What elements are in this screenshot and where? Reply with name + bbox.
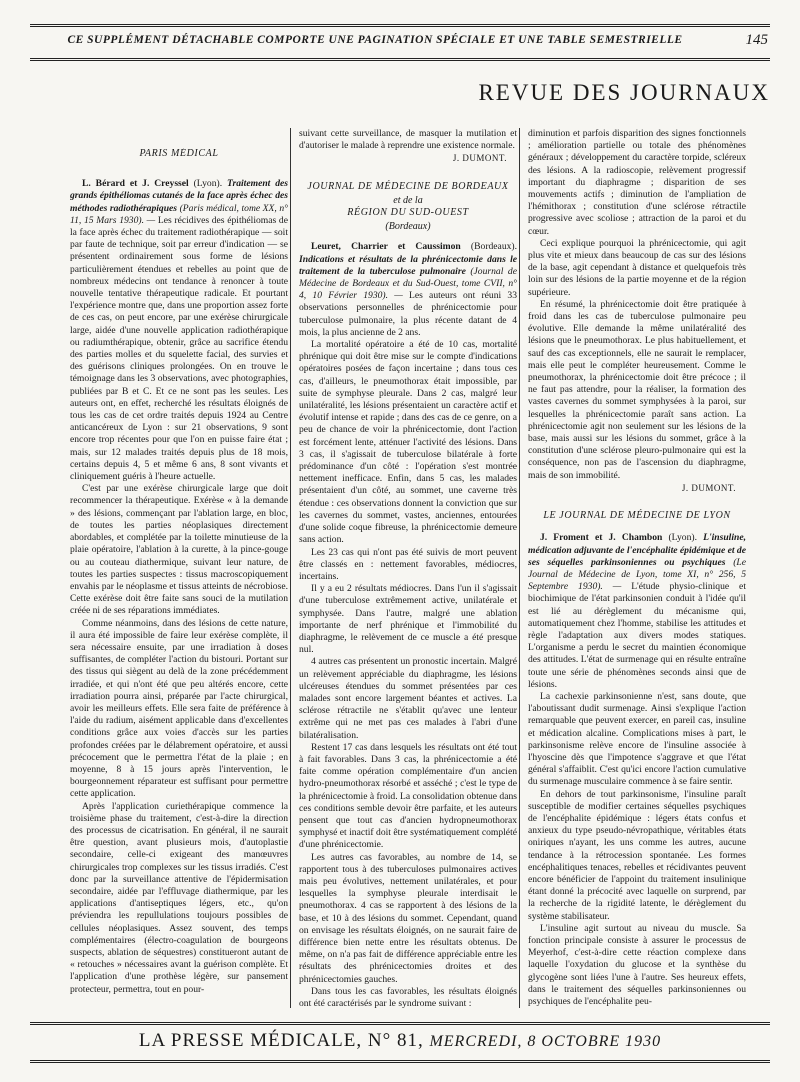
article-2-title: Indications et résultats de la phrénicectomie dans le traitement de la tuberculose pulmonaire: [299, 253, 517, 277]
article-2-place: (Bordeaux).: [460, 241, 517, 253]
header-bottom-rule: [30, 58, 770, 61]
footer-title: LA PRESSE MÉDICALE, N° 81,: [138, 1030, 424, 1051]
footer-date: MERCREDI, 8 OCTOBRE 1930: [429, 1033, 662, 1050]
article-1-paragraph-2: C'est par une exérèse chirurgicale large que doit recommencer la thérapeutique. Exérèse « à la demande » des lésions, commençant par l'ablation large, en bloc, de toutes les parties néoplasiques directement abordables, et complétée par la toilette minutieuse de la plaie opératoire, l'ablation à la curette, à la pince-gouge ou au couteau diathermique, suivant leur nature, de toutes les parties suspectes : tissus macroscopiquement envahis par le néoplasme et tissus atteints de nécrobiose. Cette exérèse doit être faite sans souci de la mutilation créée ni de ses réparations immédiates.: [70, 483, 288, 617]
article-1-paragraph-4: Après l'application curiethérapique commence la troisième phase du traitement, c'est-à-dire la direction des processus de cicatrisation. En général, il ne saurait être question, avant plusieurs mois, d'autoplastie secondaire, celle-ci exigeant des manœuvres chirurgicales trop complexes sur les tissus irradiés. C'est donc par la surveillance attentive de l'épidermisation secondaire, aidée par l'effluvage diathermique, par les applications d'antiseptiques légers, etc., qu'on préviendra les repullulations toujours possibles de cellules néoplasiques. Assez souvent, des temps complémentaires (électro-coagulation de bourgeons suspects, ablation de séquestres) constitueront autant de « retouches » nécessaires avant la guérison complète. Et l'application d'une prothèse légère, sur pansement protecteur, permettra, tout en pour-: [70, 800, 288, 995]
article-1-title: Traitement des grands épithéliomas cutanés de la face après échec des méthodes radiothérapiques: [70, 178, 288, 214]
article-1-paragraph-1: Les récidives des épithéliomas de la face après échec du traitement radiothérapique — soit par faute de technique, soit par erreur d'indication — se présentent ordinairement sous forme de lésions particulièrement étendues et rebelles au point que de nombreux médecins ont tendance à renoncer à toute nouvelle tentative thérapeutique radicale. Et pourtant l'expérience montre que, dans une proportion assez forte de ces cas, on peut encore, par une exérèse chirurgicale large, aidée d'une nouvelle application radiothérapique ou radiumthérapique, obtenir, grâce au sacrifice étendu des parties molles et du squelette facial, des survies et des guérisons cliniques prolongées. On en trouve le témoignage dans les 3 observations, avec photographies, publiées par B et C. Et ce ne sont pas les seules. Les auteurs ont, en effet, recherché les résultats éloignés de tous les cas de cet ordre traités depuis 1924 au Centre anticancéreux de Lyon : sur 21 observations, 9 sont encore trop récentes pour que l'on en puisse faire état ; mais, sur 12 malades traités depuis plus de 18 mois, certains depuis 4, 5 et même 6 ans, 8 sont vivants et cliniquement guéris à l'heure actuelle.: [70, 214, 288, 483]
page-number: 145: [745, 32, 768, 48]
footer-bottom-rule: [30, 1060, 770, 1063]
article-3-authors: J. Froment et J. Chambon: [540, 532, 663, 544]
journal-heading-bordeaux: JOURNAL DE MÉDECINE DE BORDEAUX: [307, 180, 509, 192]
column-1: [70, 148, 288, 1013]
journal-heading-paris-medical: PARIS MÉDICAL: [139, 148, 219, 159]
journal-heading-bordeaux-l3: RÉGION DU SUD-OUEST: [347, 207, 469, 219]
article-1-signature: J. DUMONT.: [452, 153, 507, 164]
article-1-continuation: suivant cette surveillance, de masquer la mutilation et d'autoriser le malade à reprendre une existence normale.: [299, 128, 517, 152]
article-2-continuation: diminution et parfois disparition des signes fonctionnels ; amélioration partielle ou totale des phénomènes généraux ; développement du caractère torpide, scléreux des lésions. A la radioscopie, relèvement progressif important du diaphragme ; disparition de ses mouvements actifs ; diminution de l'ampliation de l'hémithorax ; constitution d'une sclérose rétractile progressive avec scoliose ; attraction de la paroi et du cœur.: [528, 128, 746, 237]
article-2-reference: (Journal de Médecine de Bordeaux et du Sud-Ouest, tome CVII, n° 4, 10 Février 1930). —: [299, 265, 517, 302]
column-divider-1: [290, 128, 291, 1008]
article-2-paragraph-9: Ceci explique pourquoi la phrénicectomie, qui agit plus vite et mieux dans beaucoup de cas sur des lésions de la base, agit cependant à distance et quelquefois très loin sur des lésions de la partie moyenne et de la région supérieure.: [528, 237, 746, 298]
footer: [0, 1030, 800, 1052]
article-2-lead: [299, 241, 517, 339]
article-2-paragraph-1: Les auteurs ont réuni 33 observations personnelles de phrénicectomie pour tuberculose pulmonaire, la plus récente datant de 4 mois, la plus ancienne de 2 ans.: [299, 290, 517, 338]
header-banner: CE SUPPLÉMENT DÉTACHABLE COMPORTE UNE PAGINATION SPÉCIALE ET UNE TABLE SEMESTRIELLE: [67, 34, 683, 46]
article-1-paragraph-3: Comme néanmoins, dans des lésions de cette nature, il aura été impossible de faire leur exérèse complète, il sera nécessaire ensuite, par une irradiation à doses suffisantes, de compléter l'action du bistouri. Portant sur des tissus qui siègent au delà de la zone précédemment irradiée, et qui n'ont été que peu altérés encore, cette irradiation pourra ainsi, préparée par l'acte chirurgical, avoir les meilleurs effets. Elle sera faite de préférence à l'aide du radium, aisément applicable dans d'excellentes conditions grâce aux voies d'accès sur les parties profondes créées par le délabrement opératoire, et aussi précocement que le permettra l'état de la plaie ; en moyenne, 8 à 15 jours après l'intervention, le bourgeonnement réparateur est suffisant pour permettre cette application.: [70, 617, 288, 800]
article-2-paragraph-3: Les 23 cas qui n'ont pas été suivis de mort peuvent être classés en : nettement favorables, médiocres, incertains.: [299, 546, 517, 582]
header-top-rule: [30, 24, 770, 27]
article-2-paragraph-2: La mortalité opératoire a été de 10 cas, mortalité phrénique qui doit être mise sur le compte d'indications opératoires posées de façon incertaine ; dans tous ces cas, d'ailleurs, le pneumothorax était impossible, par suite de symphyse pleurale. Dans 2 cas, malgré leur unilatéralité, les lésions présentaient un caractère actif et évolutif intense et rapide ; dans des cas de ce genre, on a peu de chance de voir la phrénicectomie, dont l'action est forcément lente, atténuer l'activité des lésions. Dans 3 cas, il s'agissait de tuberculose bilatérale à forte prédominance d'un côté : l'opération s'est montrée nettement inefficace. Enfin, dans 5 cas, les malades présentaient d'un côté, au sommet, une caverne très étendue : ces observations donnent la conviction que sur les cavernes du sommet, vastes, anciennes, entourées d'une solide coque fibreuse, la phrénicectomie demeure sans action.: [299, 339, 517, 546]
article-3-paragraph-3: En dehors de tout parkinsonisme, l'insuline paraît susceptible de modifier certaines séquelles psychiques de l'encéphalite épidémique : légers états confus et anxieux du type pseudo-névropathique, véritables états oniriques n'ayant, les uns comme les autres, aucune tendance à la rétrocession spontanée. Les formes encéphalitiques tenaces, rebelles et récidivantes peuvent encore bénéficier de l'appoint du traitement insulinique étant donné la précocité avec laquelle on surprend, par la recherche de la rigidité latente, le dérèglement du système stabilisateur.: [528, 788, 746, 922]
article-2-paragraph-7: Les autres cas favorables, au nombre de 14, se rapportent tous à des tuberculoses pulmonaires actives mais peu évolutives, nettement unilatérales, et pour lesquelles la symphyse pleurale interdisait le pneumothorax. 4 cas se rapportent à des lésions de la base, et 10 à des lésions du sommet. Cependant, quand on envisage les résultats éloignés, on ne saurait faire de différence bien nette entre les résultats obtenus. De même, on n'a pas fait de différence appréciable entre les résultats des phrénicectomies droites et des phrénicectomies gauches.: [299, 851, 517, 985]
article-2-paragraph-4: Il y a eu 2 résultats médiocres. Dans l'un il s'agissait d'une tuberculose extrêmement active, unilatérale et symphysée. Dans l'autre, malgré une ablation importante de nerf phrénique et l'immobilité du diaphragme, le relèvement de ce muscle a été presque nul.: [299, 583, 517, 656]
article-1-reference: (Paris médical, tome XX, n° 11, 15 Mars 1930). —: [70, 202, 288, 226]
article-3-paragraph-4: L'insuline agit surtout au niveau du muscle. Sa fonction principale consiste à assurer le processus de Meyerhof, c'est-à-dire cette réaction complexe dans laquelle l'oxydation du glucose et la synthèse du glycogène sont liées l'une à l'autre. Ses heureux effets, dans le traitement des séquelles parkinsoniennes ou psychiques de l'encéphalite peu-: [528, 922, 746, 1008]
column-3: [528, 128, 746, 1013]
article-1-lead: [70, 178, 288, 483]
article-3-place: (Lyon).: [662, 532, 704, 544]
column-divider-2: [519, 128, 520, 1008]
column-2: [299, 128, 517, 1013]
article-3-paragraph-1: L'étude physio-clinique et biochimique de l'état parkinsonien conduit à l'idée qu'il est lié au dérèglement du mécanisme qui, automatiquement chez l'homme, stabilise les attitudes et règle l'adaptation aux divers modes statiques. L'organisme a perdu le secret du maintien économique des attitudes. L'état de surmenage qui en résulte entraîne toute une série de phénomènes seconds ainsi que de lésions.: [528, 581, 746, 690]
article-2-paragraph-5: 4 autres cas présentent un pronostic incertain. Malgré un relèvement appréciable du diaphragme, les lésions ulcéreuses étendues du sommet présentées par ces malades sont encore largement béantes et actives. La sclérose rétractile ne s'établit qu'avec une lenteur extrême qui ne met pas ces malades à l'abri d'une bilatéralisation.: [299, 656, 517, 741]
section-title: REVUE DES JOURNAUX: [478, 80, 770, 105]
article-2-authors: Leuret, Charrier et Caussimon: [311, 241, 461, 253]
article-1-authors: L. Bérard et J. Creyssel: [82, 178, 189, 190]
article-3-title: L'insuline, médication adjuvante de l'encéphalite épidémique et de ses séquelles parkinsoniennes ou psychiques: [528, 532, 746, 568]
journal-heading-bordeaux-l2: et de la: [393, 194, 423, 206]
article-2-paragraph-6: Restent 17 cas dans lesquels les résultats ont été tout à fait favorables. Dans 3 cas, la phrénicectomie a été faite comme opération complémentaire d'un ancien hydro-pneumothorax résorbé et asséché ; c'est le type de la phrénicectomie à froid. La consolidation obtenue dans ces conditions semble devoir être parfaite, et les auteurs pensent que tout cas d'ancien hydropneumothorax symphysé et inactif doit être systématiquement complété d'une phrénicectomie.: [299, 741, 517, 851]
article-2-signature: J. DUMONT.: [681, 482, 736, 493]
article-3-reference: (Le Journal de Médecine de Lyon, tome XI, n° 256, 5 Septembre 1930). —: [528, 556, 746, 593]
article-1-place: (Lyon).: [188, 178, 227, 190]
article-3-paragraph-2: La cachexie parkinsonienne n'est, sans doute, que l'aboutissant dudit surmenage. Ainsi s'explique l'action remarquable que peuvent exercer, en pareil cas, insuline et médication alcaline. Complications mises à part, le parkinsonisme relève encore de l'insuline associée à l'hyoscine dès que l'impotence s'aggrave et que l'état général s'affaiblit. C'est qu'ici encore l'action cumulative du surmenage musculaire commence à se faire sentir.: [528, 690, 746, 788]
footer-top-rule: [30, 1022, 770, 1025]
article-2-paragraph-10: En résumé, la phrénicectomie doit être pratiquée à froid dans les cas de tuberculose pulmonaire peu évolutive. Elle demande la même unilatéralité des lésions que le pneumothorax. Le plus habituellement, et sauf des cas exceptionnels, elle ne saurait le remplacer, mais elle peut le compléter heureusement. Comme le pneumothorax, la phrénicectomie doit être précoce ; il ne faut pas attendre, pour la réaliser, la formation des vastes cavernes du sommet symphysées à la paroi, sur lesquelles la phrénicectomie paraît sans action. La phrénicectomie agit non seulement sur les lésions de la base, mais aussi sur les lésions du sommet, grâce à la constitution d'une sclérose pleuro-pulmonaire qui est la conséquence, non pas de l'ascension du diaphragme, mais de son immobilité.: [528, 298, 746, 481]
journal-heading-lyon: LE JOURNAL DE MÉDECINE DE LYON: [543, 510, 731, 522]
article-3-lead: [528, 532, 746, 691]
article-2-paragraph-8: Dans tous les cas favorables, les résultats éloignés ont été caractérisés par le syndrome suivant :: [299, 985, 517, 1010]
journal-heading-bordeaux-l4: (Bordeaux): [385, 221, 431, 233]
